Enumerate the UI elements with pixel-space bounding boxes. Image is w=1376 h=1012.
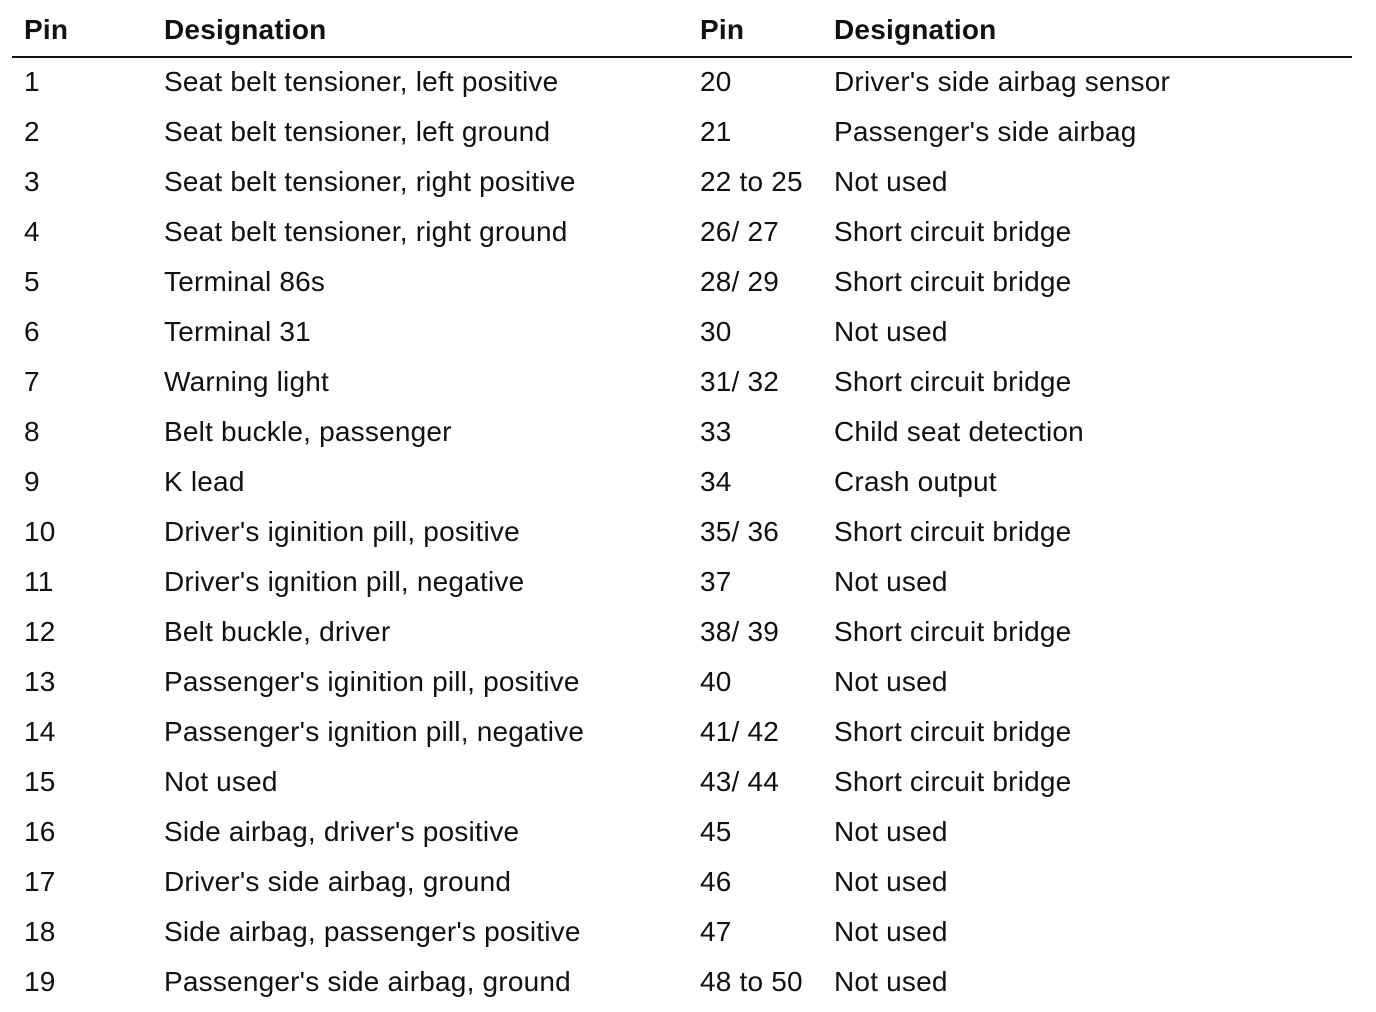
pin-right-cell: 46 <box>700 866 732 897</box>
pin-right-cell: 22 to 25 <box>700 166 803 197</box>
table-row <box>12 508 1352 558</box>
designation-left-cell: Passenger's iginition pill, positive <box>164 666 580 697</box>
designation-left-cell: Belt buckle, passenger <box>164 416 452 447</box>
designation-left-cell: Driver's side airbag, ground <box>164 866 512 897</box>
designation-left-cell: Seat belt tensioner, right positive <box>164 166 576 197</box>
designation-left-cell: Seat belt tensioner, left ground <box>164 116 551 147</box>
designation-right-cell: Short circuit bridge <box>834 216 1072 247</box>
designation-left-cell: Driver's ignition pill, negative <box>164 566 525 597</box>
pin-right-cell: 20 <box>700 66 732 97</box>
pin-right-cell: 47 <box>700 916 732 947</box>
pin-right-cell: 30 <box>700 316 732 347</box>
designation-right-cell: Not used <box>834 166 948 197</box>
pin-assignment-table <box>12 0 1352 1008</box>
pin-left-cell: 1 <box>24 66 40 97</box>
pin-left-cell: 4 <box>24 216 40 247</box>
designation-left-cell: Seat belt tensioner, left positive <box>164 66 559 97</box>
pin-left-cell: 16 <box>24 816 56 847</box>
designation-left-cell: Seat belt tensioner, right ground <box>164 216 568 247</box>
pin-right-cell: 40 <box>700 666 732 697</box>
table-row <box>12 258 1352 308</box>
pin-left-cell: 13 <box>24 666 56 697</box>
pin-left-cell: 15 <box>24 766 56 797</box>
designation-right-cell: Short circuit bridge <box>834 616 1072 647</box>
table-body <box>12 58 1352 1008</box>
pin-left-cell: 5 <box>24 266 40 297</box>
designation-right-cell: Not used <box>834 666 948 697</box>
pin-right-cell: 28/ 29 <box>700 266 780 297</box>
designation-right-cell: Not used <box>834 916 948 947</box>
table-row <box>12 208 1352 258</box>
designation-right-cell: Passenger's side airbag <box>834 116 1137 147</box>
table-row <box>12 458 1352 508</box>
designation-right-cell: Not used <box>834 316 948 347</box>
table-row <box>12 658 1352 708</box>
designation-right-cell: Short circuit bridge <box>834 716 1072 747</box>
table-row <box>12 858 1352 908</box>
pin-left-cell: 17 <box>24 866 56 897</box>
pin-right-cell: 33 <box>700 416 732 447</box>
pin-right-cell: 37 <box>700 566 732 597</box>
table-row <box>12 358 1352 408</box>
pin-right-cell: 43/ 44 <box>700 766 780 797</box>
pin-right-cell: 35/ 36 <box>700 516 780 547</box>
pin-left-cell: 2 <box>24 116 40 147</box>
table-row <box>12 958 1352 1008</box>
table-row <box>12 708 1352 758</box>
table-row <box>12 758 1352 808</box>
designation-right-cell: Not used <box>834 866 948 897</box>
designation-right-cell: Short circuit bridge <box>834 266 1072 297</box>
header-designation-right: Designation <box>834 14 997 45</box>
pin-right-cell: 31/ 32 <box>700 366 780 397</box>
designation-left-cell: Terminal 31 <box>164 316 311 347</box>
pin-left-cell: 7 <box>24 366 40 397</box>
pin-right-cell: 48 to 50 <box>700 966 803 997</box>
table-row <box>12 158 1352 208</box>
header-pin-right: Pin <box>700 14 745 45</box>
pin-right-cell: 41/ 42 <box>700 716 780 747</box>
table-row <box>12 408 1352 458</box>
pin-left-cell: 11 <box>24 566 54 597</box>
designation-right-cell: Not used <box>834 566 948 597</box>
pin-right-cell: 34 <box>700 466 732 497</box>
designation-left-cell: Driver's iginition pill, positive <box>164 516 520 547</box>
pin-left-cell: 12 <box>24 616 56 647</box>
designation-left-cell: Passenger's ignition pill, negative <box>164 716 585 747</box>
designation-left-cell: Belt buckle, driver <box>164 616 391 647</box>
pin-left-cell: 18 <box>24 916 56 947</box>
designation-right-cell: Not used <box>834 966 948 997</box>
table-row <box>12 608 1352 658</box>
header-designation-left: Designation <box>164 14 327 45</box>
pin-right-cell: 45 <box>700 816 732 847</box>
designation-left-cell: Terminal 86s <box>164 266 326 297</box>
designation-right-cell: Crash output <box>834 466 997 497</box>
designation-right-cell: Driver's side airbag sensor <box>834 66 1170 97</box>
pin-left-cell: 8 <box>24 416 40 447</box>
designation-right-cell: Short circuit bridge <box>834 516 1072 547</box>
table-row <box>12 108 1352 158</box>
table-row <box>12 908 1352 958</box>
designation-right-cell: Short circuit bridge <box>834 766 1072 797</box>
designation-left-cell: Side airbag, passenger's positive <box>164 916 581 947</box>
pin-left-cell: 6 <box>24 316 40 347</box>
designation-left-cell: Side airbag, driver's positive <box>164 816 520 847</box>
table-header <box>12 0 1352 58</box>
pin-right-cell: 38/ 39 <box>700 616 780 647</box>
pin-right-cell: 26/ 27 <box>700 216 780 247</box>
pin-right-cell: 21 <box>700 116 732 147</box>
table-row <box>12 308 1352 358</box>
designation-right-cell: Child seat detection <box>834 416 1084 447</box>
designation-right-cell: Not used <box>834 816 948 847</box>
pin-left-cell: 3 <box>24 166 40 197</box>
designation-left-cell: Passenger's side airbag, ground <box>164 966 571 997</box>
pin-left-cell: 14 <box>24 716 56 747</box>
table-row <box>12 808 1352 858</box>
table-row <box>12 58 1352 108</box>
header-pin-left: Pin <box>24 14 69 45</box>
pin-left-cell: 19 <box>24 966 56 997</box>
designation-left-cell: Not used <box>164 766 278 797</box>
pin-left-cell: 9 <box>24 466 40 497</box>
pin-left-cell: 10 <box>24 516 56 547</box>
designation-left-cell: Warning light <box>164 366 329 397</box>
designation-left-cell: K lead <box>164 466 245 497</box>
table-row <box>12 558 1352 608</box>
designation-right-cell: Short circuit bridge <box>834 366 1072 397</box>
